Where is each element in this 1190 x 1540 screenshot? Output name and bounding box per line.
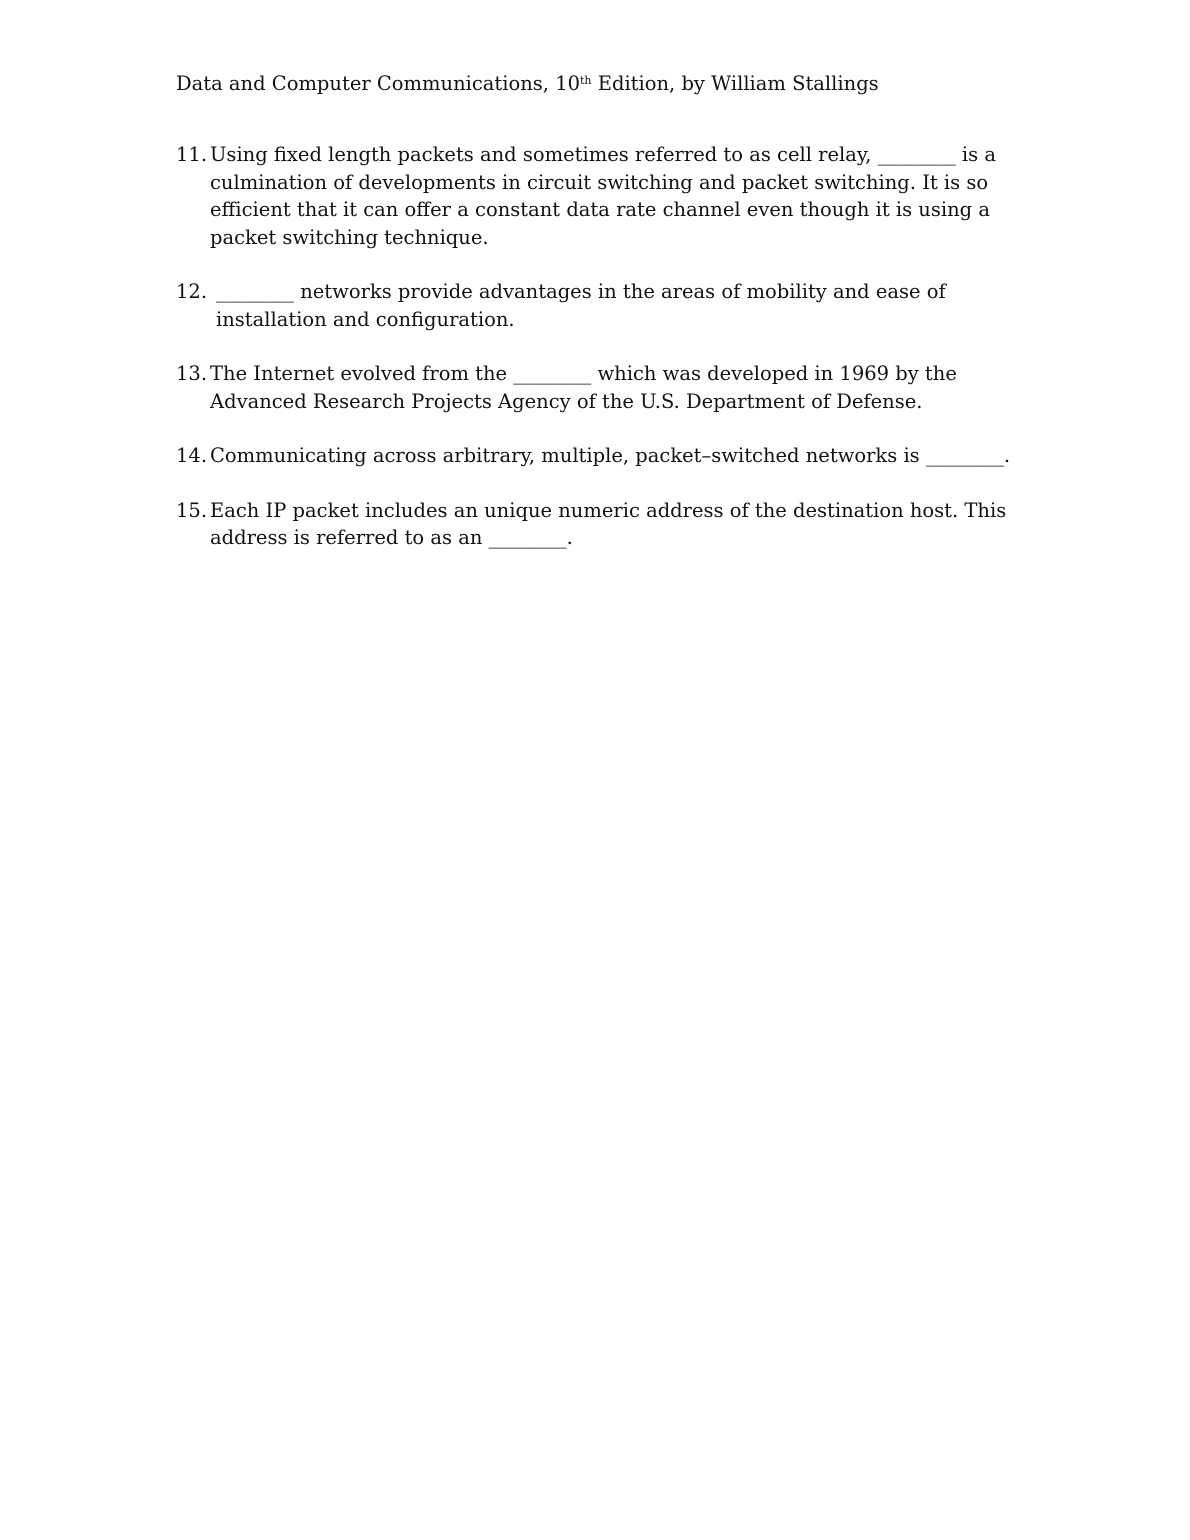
question-12	[176, 278, 1036, 333]
header-title-rest: Edition, by William Stallings	[591, 72, 879, 95]
question-text: The Internet evolved from the ________ which was developed in 1969 by the Advanced Research Projects Agency of the U.S. Department of Defense.	[210, 362, 957, 413]
question-number: 12.	[176, 280, 208, 303]
question-text: ________ networks provide advantages in the areas of mobility and ease of installation and configuration.	[216, 280, 946, 331]
question-13	[176, 360, 1036, 415]
question-text: Using fixed length packets and sometimes referred to as cell relay, ________ is a culmination of developments in circuit switching and packet switching. It is so efficient that it can offer a constant data rate channel even though it is using a packet switching technique.	[210, 143, 996, 249]
header-title-superscript: th	[580, 74, 592, 87]
question-15	[176, 497, 1036, 552]
question-11	[176, 141, 1036, 251]
question-text: Each IP packet includes an unique numeric address of the destination host. This address is referred to as an ________.	[210, 498, 1007, 549]
question-14	[176, 442, 1036, 470]
page-header	[176, 70, 1076, 98]
question-number: 13.	[176, 362, 208, 385]
question-number: 11.	[176, 143, 208, 166]
question-number: 15.	[176, 498, 208, 522]
question-list	[176, 141, 1036, 579]
question-text: Communicating across arbitrary, multiple, packet–switched networks is ________.	[210, 444, 1011, 467]
header-title-main: Data and Computer Communications, 10	[176, 72, 581, 95]
question-number: 14.	[176, 444, 208, 467]
